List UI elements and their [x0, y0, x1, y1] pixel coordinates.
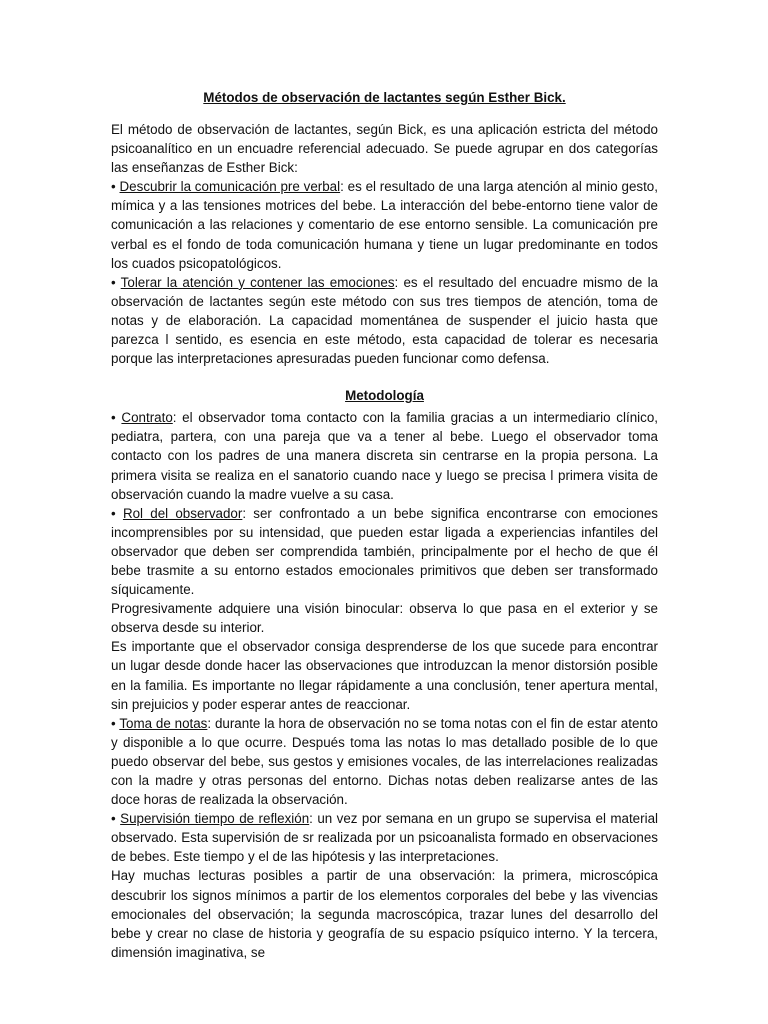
- methodology-paragraph-binocular: Progresivamente adquiere una visión binocular: observa lo que pasa en el exterior y se observa desde su interior.: [111, 601, 658, 636]
- category-term: Tolerar la atención y contener las emociones: [120, 274, 395, 290]
- category-item-communication: [111, 177, 658, 272]
- methodology-term: Contrato: [121, 410, 173, 426]
- methodology-term: Toma de notas: [119, 715, 208, 731]
- methodology-term: Supervisión tiempo de reflexión: [120, 811, 310, 827]
- methodology-item-observer-role: [111, 504, 658, 599]
- methodology-item-supervision: [111, 809, 658, 866]
- methodology-term: Rol del observador: [122, 505, 243, 521]
- category-text: : es el resultado de una larga atención al minio gesto, mímica y a las tensiones motrices del bebe. La interacción del bebe-entorno tiene valor de comunicación a las relaciones y comentario de ese entorno sensible. La comunicación pre verbal es el fondo de toda comunicación humana y tiene un lugar predominante en todos los cuados psicopatológicos.: [111, 179, 658, 271]
- methodology-text: : el observador toma contacto con la familia gracias a un intermediario clínico, pediatra, partera, con una pareja que va a tener al bebe. Luego el observador toma contacto con los padres de una manera discreta sin centrarse en la propia persona. La primera visita se realiza en el sanatorio cuando nace y luego se precisa l primera visita de observación cuando la madre vuelve a su casa.: [111, 410, 658, 502]
- bullet: •: [111, 715, 116, 731]
- section-title-methodology: Metodología: [345, 388, 424, 404]
- methodology-item-contract: [111, 408, 658, 503]
- category-text: : es el resultado del encuadre mismo de la observación de lactantes según este método con sus tres tiempos de atención, toma de notas y de elaboración. La capacidad momentánea de suspender el juicio hasta que parezca l sentido, es esencia en este método, esta capacidad de tolerar es necesaria porque las interpretaciones apresuradas pueden funcionar como defensa.: [111, 274, 658, 367]
- intro-paragraph: El método de observación de lactantes, según Bick, es una aplicación estricta del método psicoanalítico en un encuadre referencial adecuado. Se puede agrupar en dos categorías las enseñanzas de Esther Bick:: [111, 122, 658, 176]
- methodology-text: : durante la hora de observación no se toma notas con el fin de estar atento y disponible a lo que ocurre. Después toma las notas lo mas detallado posible de lo que puedo observar del bebe, sus gestos y emisiones vocales, de las interrelaciones realizadas con la madre y otras personas del entorno. Dichas notas deben realizarse antes de las doce horas de realizada la observación.: [111, 715, 659, 808]
- bullet: •: [111, 410, 116, 426]
- methodology-text: : un vez por semana en un grupo se supervisa el material observado. Esta supervisión de sr realizada por un psicoanalista formado en observaciones de bebes. Este tiempo y el de las hipótesis y las interpretaciones.: [111, 811, 658, 865]
- document-title: Métodos de observación de lactantes según Esther Bick.: [203, 90, 566, 105]
- bullet: •: [111, 274, 116, 290]
- category-item-tolerance: [111, 273, 658, 368]
- methodology-text: : ser confrontado a un bebe significa encontrarse con emociones incomprensibles por su intensidad, que pueden estar ligada a experiencias infantiles del observador que deben ser comprendida también, principalmente por el hecho de que él bebe trasmite a su entorno estados emocionales primitivos que deben ser transformado síquicamente.: [111, 505, 658, 598]
- bullet: •: [111, 811, 116, 827]
- bullet: •: [111, 179, 116, 195]
- category-term: Descubrir la comunicación pre verbal: [119, 179, 341, 195]
- methodology-paragraph-detachment: Es importante que el observador consiga desprenderse de los que sucede para encontrar un lugar desde donde hacer las observaciones que introduzcan la menor distorsión posible en la familia. Es importante no llegar rápidamente a una conclusión, tener apertura mental, sin prejuicios y poder esperar antes de reaccionar.: [111, 639, 658, 712]
- methodology-item-notes: [111, 714, 658, 809]
- methodology-paragraph-readings: Hay muchas lecturas posibles a partir de una observación: la primera, microscópica descubrir los signos mínimos a partir de los elementos corporales del bebe y las vivencias emocionales del observación; la segunda macroscópica, trazar lunes del desarrollo del bebe y crear no clase de historia y geografía de su espacio psíquico interno. Y la tercera, dimensión imaginativa, se: [111, 868, 658, 960]
- bullet: •: [111, 505, 116, 521]
